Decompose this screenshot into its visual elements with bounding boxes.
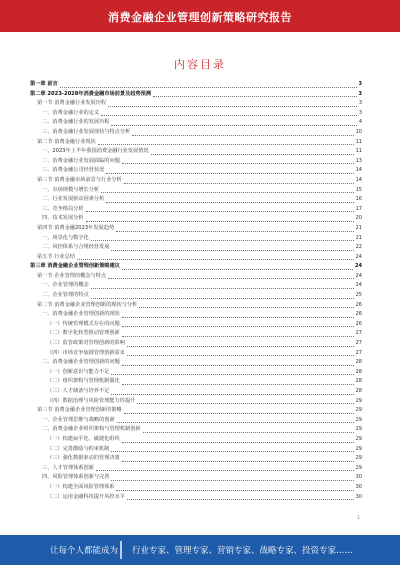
toc-entry[interactable] [30, 186, 362, 196]
toc-entry-title: 三、消费金融行业发展现状与特点分析 [42, 128, 131, 135]
toc-entry-page: 28 [355, 368, 362, 375]
toc-entry[interactable] [30, 406, 362, 416]
toc-entry-title: （三）人才储备与培养不足 [47, 388, 110, 394]
toc-entry-page: 11 [355, 138, 362, 145]
toc-entry[interactable] [30, 301, 362, 311]
toc-entry-title: 第二节 消费金融企业管理创新的现状与分析 [37, 301, 138, 308]
toc-entry[interactable] [30, 425, 362, 435]
toc-leader-dots [122, 364, 354, 366]
footer-banner [0, 535, 400, 565]
toc-entry-page: 20 [355, 215, 362, 222]
toc-leader-dots [139, 306, 353, 308]
toc-entry[interactable] [30, 243, 362, 253]
toc-leader-dots [91, 287, 354, 289]
toc-entry-page: 29 [355, 416, 362, 423]
toc-entry-title: （三）强化数据驱动的管理决策 [47, 455, 120, 462]
toc-entry-page: 30 [355, 493, 362, 500]
toc-entry[interactable] [30, 157, 362, 167]
toc-entry-title: 第一节 企业管理的概念与特点 [37, 272, 107, 279]
toc-entry[interactable] [30, 493, 362, 503]
toc-leader-dots [122, 268, 353, 270]
toc-entry-title: （二）运用金融科技提升风控水平 [47, 493, 125, 500]
table-of-contents [30, 80, 362, 512]
toc-entry[interactable] [30, 262, 362, 272]
toc-entry-title: 一、企业管理思维与战略的创新 [42, 416, 115, 423]
toc-entry-page: 3 [358, 81, 362, 87]
toc-entry-title: 第三章 消费金融企业管理创新策略建议 [30, 263, 120, 270]
toc-leader-dots [106, 172, 353, 174]
toc-leader-dots [122, 383, 354, 385]
toc-entry-page: 24 [355, 272, 362, 279]
toc-leader-dots [151, 153, 354, 155]
toc-entry-page: 13 [355, 157, 362, 164]
toc-entry[interactable] [30, 349, 362, 359]
toc-entry-page: 29 [355, 464, 362, 471]
toc-entry[interactable] [30, 90, 362, 100]
toc-leader-dots [77, 258, 354, 260]
toc-entry-title: 二、消费金融企业管理创新的问题 [42, 359, 120, 366]
toc-leader-dots [111, 479, 353, 481]
toc-leader-dots [132, 134, 353, 136]
footer-slogan: 让每个人都能成为 [50, 546, 119, 556]
toc-entry[interactable] [30, 310, 362, 320]
toc-entry-page: 30 [355, 474, 362, 481]
toc-entry-page: 28 [355, 359, 362, 366]
toc-entry[interactable] [30, 80, 362, 90]
toc-entry-title: 第一节 消费金融行业发展历程 [37, 100, 107, 107]
toc-entry-title: 二、企业管理的特点 [42, 292, 89, 299]
toc-leader-dots [86, 220, 354, 222]
toc-entry-title: （二）组织架构与管理机制僵化 [47, 378, 120, 385]
toc-entry[interactable] [30, 272, 362, 282]
toc-entry[interactable] [30, 464, 362, 474]
toc-entry[interactable] [30, 339, 362, 349]
toc-leader-dots [124, 182, 354, 184]
toc-entry-page: 26 [355, 320, 362, 327]
toc-leader-dots [127, 498, 354, 500]
toc-entry-title: 二、消费金融行业的发展历程 [42, 119, 110, 126]
toc-entry-title: 一、消费金融行业的定义 [42, 109, 100, 116]
toc-leader-dots [122, 316, 354, 318]
toc-entry-page: 11 [355, 148, 362, 155]
toc-entry-title: （二）完善激励与约束机制 [47, 445, 110, 452]
toc-entry-title: （一）传统管理模式存在的问题 [47, 320, 120, 327]
toc-entry-page: 16 [355, 196, 362, 203]
toc-entry[interactable] [30, 454, 362, 464]
toc-entry[interactable] [30, 329, 362, 339]
toc-entry-page: 28 [355, 388, 362, 394]
toc-entry[interactable] [30, 435, 362, 445]
toc-leader-dots [122, 325, 354, 327]
toc-entry-title: 一、2023年上半年我国消费金融行业发展情况 [42, 148, 149, 155]
toc-entry-title: 第五节 行业总结 [37, 253, 75, 260]
toc-entry-page: 3 [358, 109, 362, 116]
toc-entry[interactable] [30, 281, 362, 291]
footer-expert-list: 行业专家、管理专家、营销专家、战略专家、投资专家…… [132, 546, 354, 556]
toc-leader-dots [96, 469, 354, 471]
toc-leader-dots [122, 441, 354, 443]
toc-entry-title: 三、竞争格局分析 [42, 205, 84, 212]
toc-leader-dots [86, 210, 354, 212]
toc-entry-page: 28 [355, 378, 362, 385]
toc-entry[interactable] [30, 320, 362, 330]
toc-entry-page: 22 [355, 244, 362, 251]
toc-entry-title: 一、市场规模与增长分析 [42, 186, 100, 193]
toc-entry-page: 29 [355, 435, 362, 442]
toc-leader-dots [116, 489, 353, 491]
toc-entry-page: 25 [355, 292, 362, 299]
toc-leader-dots [137, 402, 353, 404]
toc-leader-dots [122, 162, 354, 164]
toc-entry-title: （四）市场竞争加剧管理创新需求 [47, 349, 125, 356]
toc-entry-page: 24 [355, 253, 362, 260]
toc-entry[interactable] [30, 109, 362, 119]
toc-leader-dots [111, 249, 353, 251]
toc-entry[interactable] [30, 377, 362, 387]
toc-entry-title: 二、风控体系与合规经营发展 [42, 244, 110, 251]
toc-entry[interactable] [30, 483, 362, 493]
toc-entry-title: 三、人才管理体系创新 [42, 464, 94, 471]
toc-entry-title: 第四节 消费金融2023年发展趋势 [37, 224, 115, 231]
toc-entry-page: 21 [355, 224, 362, 231]
toc-entry-page: 29 [355, 445, 362, 452]
toc-entry[interactable] [30, 195, 362, 205]
toc-entry-page: 29 [355, 426, 362, 433]
toc-entry[interactable] [30, 387, 362, 397]
toc-entry-page: 29 [355, 455, 362, 462]
toc-entry-page: 27 [355, 340, 362, 347]
toc-entry-page: 24 [355, 263, 362, 270]
toc-entry-title: （一）构建扁平化、敏捷化组织 [47, 435, 120, 442]
toc-leader-dots [98, 143, 354, 145]
toc-entry[interactable] [30, 234, 362, 244]
toc-entry-page: 21 [355, 234, 362, 241]
toc-entry[interactable] [30, 147, 362, 157]
toc-entry-title: 第二节 消费金融行业现状 [37, 138, 96, 145]
toc-entry[interactable] [30, 99, 362, 109]
toc-entry-page: 26 [355, 311, 362, 318]
toc-entry-title: 四、风险管理体系创新与完善 [42, 474, 110, 481]
toc-leader-dots [101, 114, 357, 116]
toc-entry[interactable] [30, 214, 362, 224]
toc-entry-title: （四）数据治理与风险管理能力待提升 [47, 397, 136, 404]
toc-entry[interactable] [30, 224, 362, 234]
toc-leader-dots [143, 431, 354, 433]
toc-entry-page: 26 [355, 301, 362, 308]
toc-leader-dots [117, 421, 354, 423]
toc-entry-title: （二）数字化转型推动管理创新 [47, 330, 120, 337]
toc-entry-title: 二、消费金融企业组织架构与管理机制创新 [42, 426, 141, 433]
toc-entry-page: 17 [355, 205, 362, 212]
toc-entry-title: 一、消费金融企业管理创新的现状 [42, 311, 120, 318]
page-number: 1 [356, 515, 360, 521]
toc-entry-title: 一、场景化与数字化 [42, 234, 89, 241]
footer-divider [120, 541, 122, 559]
toc-entry-title: 三、消费金融公司经营状况 [42, 167, 105, 174]
toc-leader-dots [108, 105, 357, 107]
toc-leader-dots [111, 373, 353, 375]
toc-entry-title: 四、技术发展分析 [42, 215, 84, 222]
toc-entry-page: 14 [355, 167, 362, 174]
toc-entry-page: 27 [355, 330, 362, 337]
toc-leader-dots [101, 191, 354, 193]
toc-leader-dots [116, 230, 354, 232]
toc-leader-dots [124, 412, 354, 414]
toc-entry-title: （一）构建全面风险管理体系 [47, 483, 115, 490]
toc-entry[interactable] [30, 253, 362, 263]
toc-entry-page: 30 [355, 483, 362, 490]
toc-leader-dots [111, 450, 353, 452]
toc-entry-title: （三）监管政策对管理创新的影响 [47, 340, 125, 347]
toc-entry-page: 24 [355, 282, 362, 289]
toc-entry[interactable] [30, 416, 362, 426]
toc-entry[interactable] [30, 445, 362, 455]
toc-leader-dots [111, 393, 353, 395]
toc-leader-dots [122, 335, 354, 337]
toc-entry[interactable] [30, 291, 362, 301]
toc-entry[interactable] [30, 368, 362, 378]
toc-entry-page: 3 [358, 90, 362, 97]
toc-entry[interactable] [30, 473, 362, 483]
toc-leader-dots [91, 297, 354, 299]
toc-entry-page: 29 [355, 407, 362, 414]
toc-entry[interactable] [30, 397, 362, 407]
toc-leader-dots [127, 354, 354, 356]
toc-entry[interactable] [30, 358, 362, 368]
toc-leader-dots [153, 95, 356, 97]
toc-entry[interactable] [30, 176, 362, 186]
toc-entry-title: 二、行业发展驱动因素分析 [42, 196, 105, 203]
toc-entry[interactable] [30, 166, 362, 176]
toc-leader-dots [106, 201, 353, 203]
toc-entry[interactable] [30, 205, 362, 215]
toc-leader-dots [108, 277, 354, 279]
toc-entry-title: 第二章 2023-2028年消费金融市场前景及趋势预测 [30, 90, 152, 97]
toc-entry[interactable] [30, 138, 362, 148]
toc-leader-dots [122, 460, 354, 462]
toc-entry[interactable] [30, 128, 362, 138]
toc-heading: 内容目录 [174, 58, 226, 71]
toc-entry[interactable] [30, 118, 362, 128]
toc-leader-dots [111, 124, 356, 126]
toc-entry-page: 27 [355, 349, 362, 356]
report-title: 消费金融企业管理创新策略研究报告 [108, 11, 292, 24]
toc-leader-dots [127, 345, 354, 347]
toc-entry-page: 14 [355, 176, 362, 183]
toc-entry-title: 二、消费金融行业发展面临的问题 [42, 157, 120, 164]
toc-leader-dots [91, 239, 354, 241]
toc-entry-title: 第三节 消费金融企业管理创新的策略 [37, 407, 122, 414]
toc-leader-dots [60, 86, 357, 88]
toc-entry-title: （一）创新意识与能力不足 [47, 368, 110, 375]
toc-entry-page: 4 [358, 119, 362, 126]
toc-entry-page: 10 [355, 128, 362, 135]
toc-entry-page: 29 [355, 397, 362, 404]
toc-entry-page: 15 [355, 186, 362, 193]
toc-entry-title: 第三节 消费金融市场前景与行业分析 [37, 176, 122, 183]
header-banner [0, 0, 400, 32]
toc-entry-title: 第一章 前言 [30, 81, 58, 87]
toc-entry-page: 3 [358, 100, 362, 107]
toc-entry-title: 一、企业管理的概念 [42, 282, 89, 289]
